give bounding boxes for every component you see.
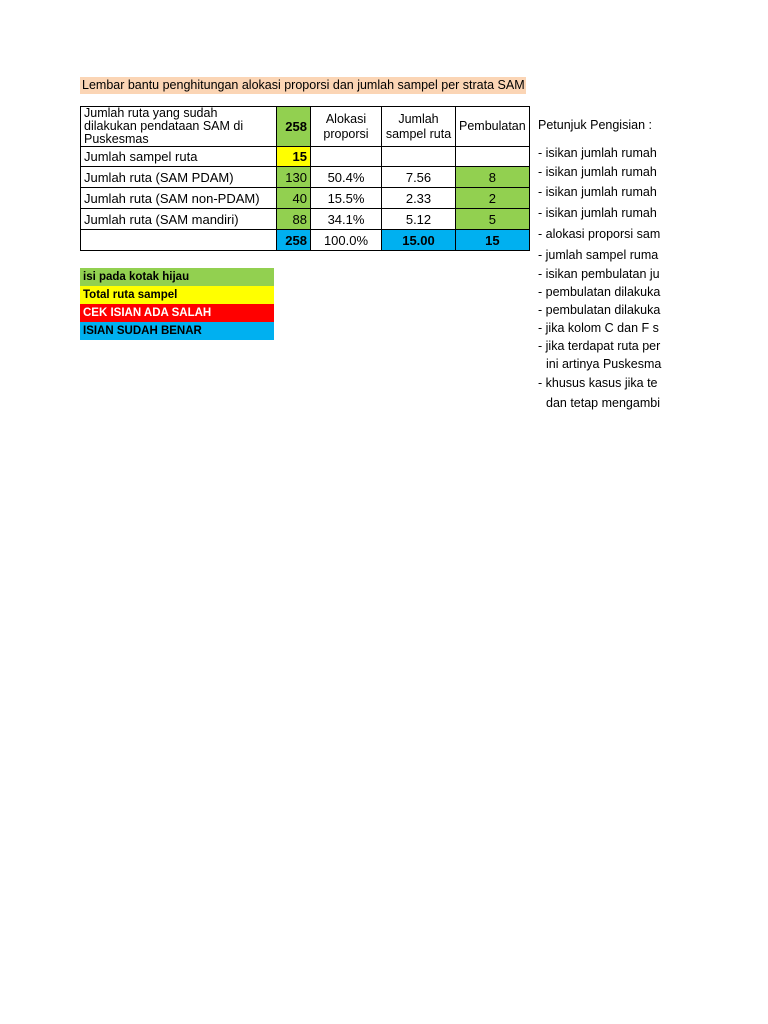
- instruction-line: ini artinya Puskesma: [546, 357, 662, 371]
- total-ruta-input[interactable]: 258: [277, 107, 311, 147]
- total-jumlah: 15.00: [382, 230, 456, 251]
- total-pembulatan: 15: [456, 230, 530, 251]
- row-count-input[interactable]: 40: [277, 188, 311, 209]
- instruction-line: - jumlah sampel ruma: [538, 248, 659, 262]
- row-label: Jumlah ruta (SAM mandiri): [81, 209, 277, 230]
- instruction-line: - pembulatan dilakuka: [538, 285, 661, 299]
- row-pembulatan-input[interactable]: 8: [456, 167, 530, 188]
- legend-green: isi pada kotak hijau: [80, 268, 274, 286]
- row-jumlah: 5.12: [382, 209, 456, 230]
- row-alokasi: 15.5%: [311, 188, 382, 209]
- instruction-line: - pembulatan dilakuka: [538, 303, 661, 317]
- total-count: 258: [277, 230, 311, 251]
- allocation-table: [80, 106, 530, 251]
- row-alokasi: 50.4%: [311, 167, 382, 188]
- legend-red: CEK ISIAN ADA SALAH: [80, 304, 274, 322]
- total-row: [81, 230, 530, 251]
- sample-total-cell[interactable]: 15: [277, 147, 311, 167]
- instructions-title: Petunjuk Pengisian :: [538, 118, 652, 132]
- row-pembulatan-input[interactable]: 5: [456, 209, 530, 230]
- instruction-line: - isikan pembulatan ju: [538, 267, 660, 281]
- table-header-row: [81, 107, 530, 147]
- instructions-panel: [538, 112, 662, 413]
- legend-blue: ISIAN SUDAH BENAR: [80, 322, 274, 340]
- table-row: [81, 167, 530, 188]
- instruction-line: dan tetap mengambi: [546, 396, 660, 410]
- row-count-input[interactable]: 88: [277, 209, 311, 230]
- total-alokasi: 100.0%: [311, 230, 382, 251]
- empty-cell: [382, 147, 456, 167]
- table-row: [81, 209, 530, 230]
- row-jumlah: 2.33: [382, 188, 456, 209]
- instruction-line: - khusus kasus jika te: [538, 376, 658, 390]
- header-alokasi: Alokasi proporsi: [311, 107, 382, 147]
- instruction-line: - isikan jumlah rumah: [538, 185, 657, 199]
- table-row: [81, 188, 530, 209]
- header-jumlah: Jumlah sampel ruta: [382, 107, 456, 147]
- row-alokasi: 34.1%: [311, 209, 382, 230]
- row-jumlah: 7.56: [382, 167, 456, 188]
- header-pembulatan: Pembulatan: [456, 107, 530, 147]
- header-label-cell: Jumlah ruta yang sudah dilakukan pendataan SAM di Puskesmas: [81, 107, 277, 147]
- row-label: Jumlah ruta (SAM PDAM): [81, 167, 277, 188]
- row-label: Jumlah ruta (SAM non-PDAM): [81, 188, 277, 209]
- instruction-line: - jika terdapat ruta per: [538, 339, 661, 353]
- instruction-line: - jika kolom C dan F s: [538, 321, 659, 335]
- instruction-line: - isikan jumlah rumah: [538, 165, 657, 179]
- color-legend: [80, 268, 274, 340]
- legend-yellow: Total ruta sampel: [80, 286, 274, 304]
- sample-row: [81, 147, 530, 167]
- row-count-input[interactable]: 130: [277, 167, 311, 188]
- sheet-title-banner: Lembar bantu penghitungan alokasi proporsi dan jumlah sampel per strata SAM: [82, 78, 525, 92]
- empty-cell: [81, 230, 277, 251]
- empty-cell: [311, 147, 382, 167]
- instruction-line: - alokasi proporsi sam: [538, 227, 661, 241]
- instruction-line: - isikan jumlah rumah: [538, 206, 657, 220]
- row-pembulatan-input[interactable]: 2: [456, 188, 530, 209]
- instruction-line: - isikan jumlah rumah: [538, 146, 657, 160]
- empty-cell: [456, 147, 530, 167]
- sample-label: Jumlah sampel ruta: [81, 147, 277, 167]
